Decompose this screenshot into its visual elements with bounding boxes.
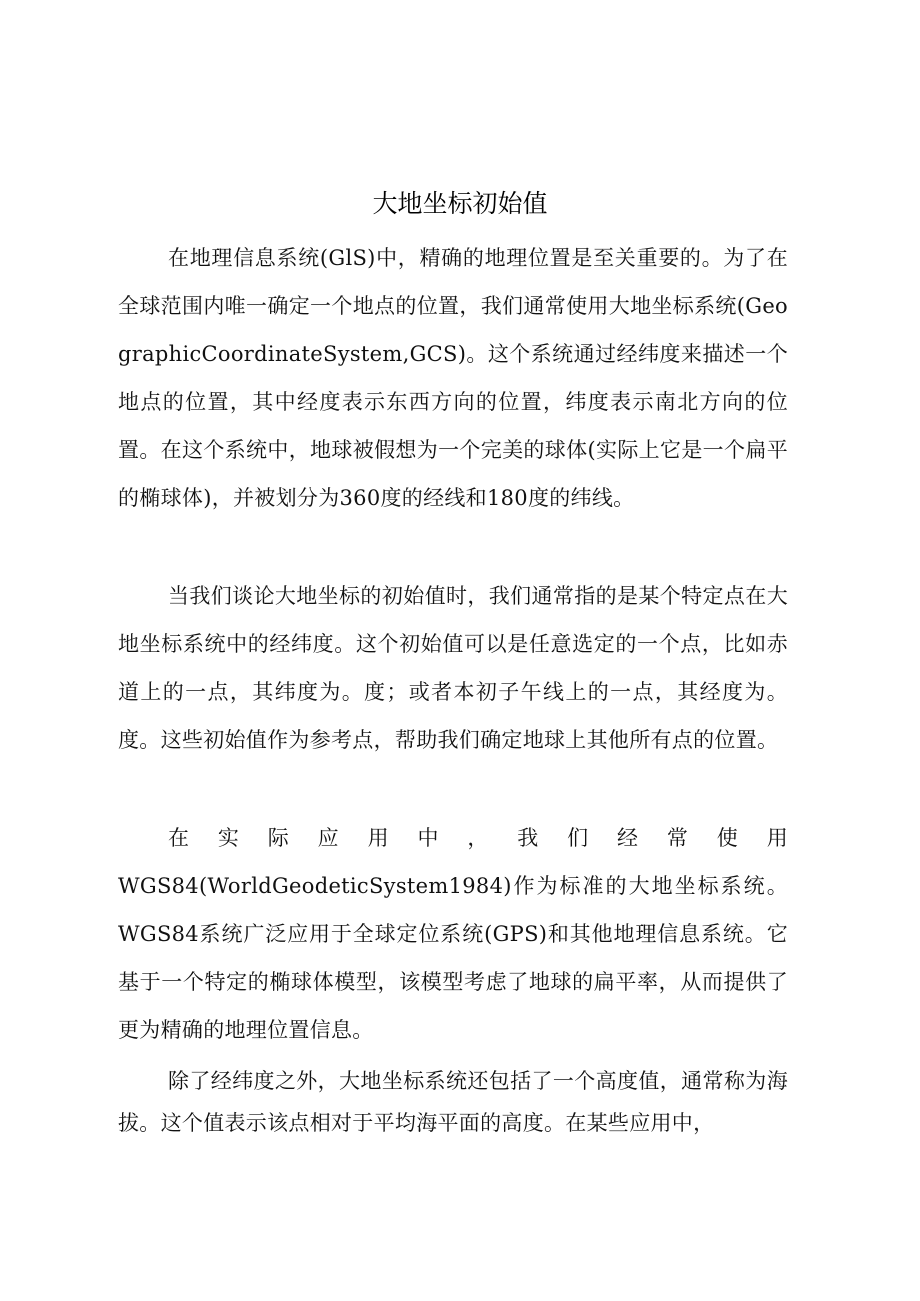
paragraph-4: 除了经纬度之外，大地坐标系统还包括了一个高度值，通常称为海拔。这个值表示该点相对于平均海平面的高度。在某些应用中，: [118, 1069, 788, 1135]
paragraph-1: 在地理信息系统(GlS)中，精确的地理位置是至关重要的。为了在全球范围内唯一确定一个地点的位置，我们通常使用大地坐标系统(GeographicCoordinateSystem,GCS)。这个系统通过经纬度来描述一个地点的位置，其中经度表示东西方向的位置，纬度表示南北方向的位置。在这个系统中，地球被假想为一个完美的球体(实际上它是一个扁平的椭球体)，并被划分为360度的经线和180度的纬线。: [118, 246, 788, 510]
document-title: 大地坐标初始值: [372, 189, 548, 218]
paragraph-3-first-line: 在实际应用中，我们经常使用: [168, 826, 788, 850]
paragraph-3: [118, 814, 788, 1054]
paragraph-2: 当我们谈论大地坐标的初始值时，我们通常指的是某个特定点在大地坐标系统中的经纬度。这个初始值可以是任意选定的一个点，比如赤道上的一点，其纬度为。度；或者本初子午线上的一点，其经度为。度。这些初始值作为参考点，帮助我们确定地球上其他所有点的位置。: [118, 584, 788, 752]
paragraph-3-body: WGS84(WorldGeodeticSystem1984)作为标准的大地坐标系统。WGS84系统广泛应用于全球定位系统(GPS)和其他地理信息系统。它基于一个特定的椭球体模型，该模型考虑了地球的扁平率，从而提供了更为精确的地理位置信息。: [118, 874, 788, 1042]
